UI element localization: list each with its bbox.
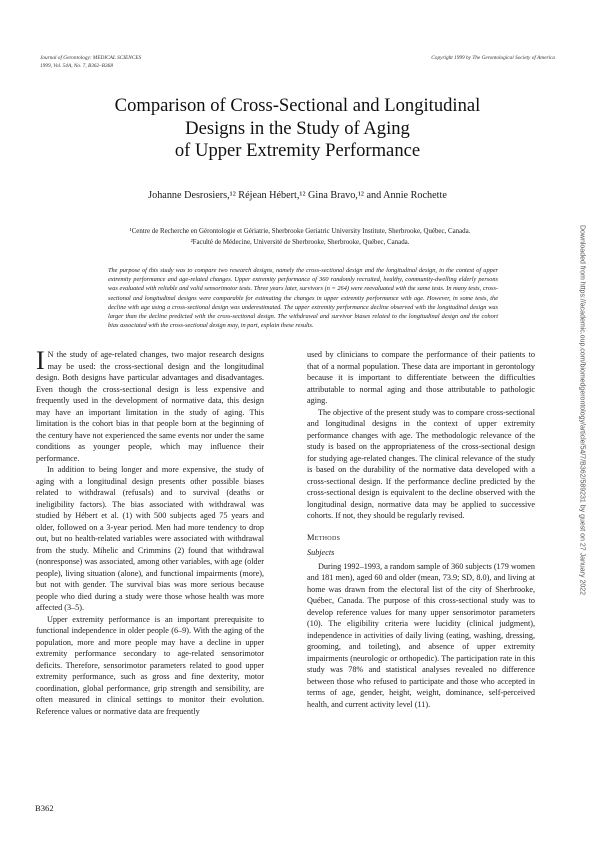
- title-line-3: of Upper Extremity Performance: [174, 140, 421, 161]
- journal-header: [40, 55, 141, 70]
- download-watermark-text: Downloaded from https://academic.oup.com/biomedgerontology/article/54/7/B362/589231 by guest on 27 January 2022: [578, 224, 586, 596]
- title-line-2: Designs in the Study of Aging: [185, 117, 410, 139]
- paragraph-intro-text: N the study of age-related changes, two major research designs may be used: the cross-sectional design and the longitudinal design. Both designs have particular advantages and disadvantages. Even though the cross-sectional design is less expensive and frequently used in the development of normative data, this design may have an important limitation in the study of aging. This limitation is the cohort bias in that people born at the beginning of the century have not experienced the same events nor under the same conditions as younger people, which may influence their performance.: [36, 350, 264, 463]
- affiliations: [55, 226, 545, 248]
- affiliation-1: ¹Centre de Recherche en Gérontologie et Gériatrie, Sherbrooke Geriatric University Institute, Sherbrooke, Québec, Canada.: [129, 228, 471, 235]
- subjects-heading: Subjects: [307, 548, 335, 557]
- paragraph-upper-extremity: Upper extremity performance is an important prerequisite to functional independence in older people (6–9). With the aging of the population, more and more people may have a decline in upper extremity performance secondary to age-related sensorimotor deficits. Therefore, sensorimotor parameters related to good upper extremity performance, such as gross and fine dexterity, motor coordination, global performance, grip strength and sensibility, are often measured in clinical settings to monitor their evolution. Reference values or normative data are frequently: [36, 614, 264, 716]
- article-title: [40, 95, 555, 163]
- download-watermark: [575, 200, 589, 620]
- paragraph-clinicians: used by clinicians to compare the performance of their patients to that of a normal population. These data are important in gerontology because it is important to differentiate between the difficulties attributable to normal aging and those attributable to pathologic aging.: [307, 350, 535, 405]
- paragraph-intro: [36, 346, 264, 464]
- paragraph-objective: The objective of the present study was to compare cross-sectional and longitudinal designs in the context of upper extremity performance changes with age. The methodologic relevance of the study is based on the appropriateness of the cross-sectional design for studying age-related changes. The clinical relevance of the study is based on the durability of the normative data developed with a cross-sectional design. If the performance decline predicted by the cross-sectional design is equivalent to the decline observed with the longitudinal design, normative data may be applied to successive cohorts. If not, they should be regularly revised.: [307, 407, 535, 520]
- page-number: B362: [35, 803, 54, 813]
- methods-heading: Methods: [307, 532, 341, 542]
- abstract: The purpose of this study was to compare two research designs, namely the cross-sectional design and the longitudinal design, in the context of upper extremity performance and age-related changes. Upper extremity performance of 360 randomly recruited, healthy, community-dwelling elderly persons was evaluated with reliable and valid sensorimotor tests. Three years later, survivors (n = 264) were reevaluated with the same tests. In many tests, cross-sectional and longitudinal designs were comparable for estimating the changes in upper extremity performance with age. However, in some tests, the decline with age using a cross-sectional design was underestimated. The upper extremity performance decline observed with the longitudinal design was larger than the decline predicted with the cross-sectional design. The withdrawal and survivor biases related to the longitudinal design and the cohort bias associated with the cross-sectional design may, in part, explain these results.: [108, 267, 498, 330]
- title-line-1: Comparison of Cross-Sectional and Longitudinal: [114, 95, 481, 116]
- journal-citation-line2: 1999, Vol. 54A, No. 7, B362–B368: [40, 62, 113, 69]
- affiliation-2: ²Faculté de Médecine, Université de Sherbrooke, Sherbrooke, Québec, Canada.: [190, 239, 410, 246]
- drop-cap: I: [36, 346, 45, 375]
- body-column-left: [36, 346, 264, 717]
- body-column-right: [307, 349, 535, 710]
- author-list: Johanne Desrosiers,¹² Réjean Hébert,¹² Gina Bravo,¹² and Annie Rochette: [148, 190, 447, 201]
- journal-citation-line1: Journal of Gerontology: MEDICAL SCIENCES: [40, 55, 142, 61]
- paragraph-subjects: During 1992–1993, a random sample of 360 subjects (179 women and 181 men), aged 60 and older (mean, 73.9; SD, 8.0), and living at home was drawn from the electoral list of the city of Sherbrooke, Québec, Canada. The purpose of this cross-sectional study was to develop reference values for many upper sensorimotor parameters (10). The eligibility criteria were lucidity (clinical judgment), independence in activities of daily living (eating, washing, dressing, grooming, and toileting), and absence of upper extremity impairments (neurologic or orthopedic). The participation rate in this study was 78% and statistical analyses revealed no difference between those who refused to participate and those who accepted in terms of age, gender, height, weight, dominance, self-perceived health, and current activity level (11).: [307, 561, 535, 709]
- copyright-notice: Copyright 1999 by The Gerontological Society of America: [431, 55, 555, 61]
- paragraph-biases: In addition to being longer and more expensive, the study of aging with a longitudinal design presents other possible biases related to withdrawal (refusals) and to survival (deaths or ineligibility factors). The bias associated with withdrawal was studied by Hébert et al. (1) with 500 subjects aged 75 years and older, followed on a 3-year period. Men had more tendency to drop out, but no health-related variables were associated with withdrawal from the study. Mihelic and Crimmins (2) found that withdrawal (nonresponse) was associated, among other variables, with age (older people), living situation (alone), and functional impairments (more), but not with gender. The survival bias was more serious because people who died during a study were those whose health was more affected (3–5).: [36, 465, 264, 612]
